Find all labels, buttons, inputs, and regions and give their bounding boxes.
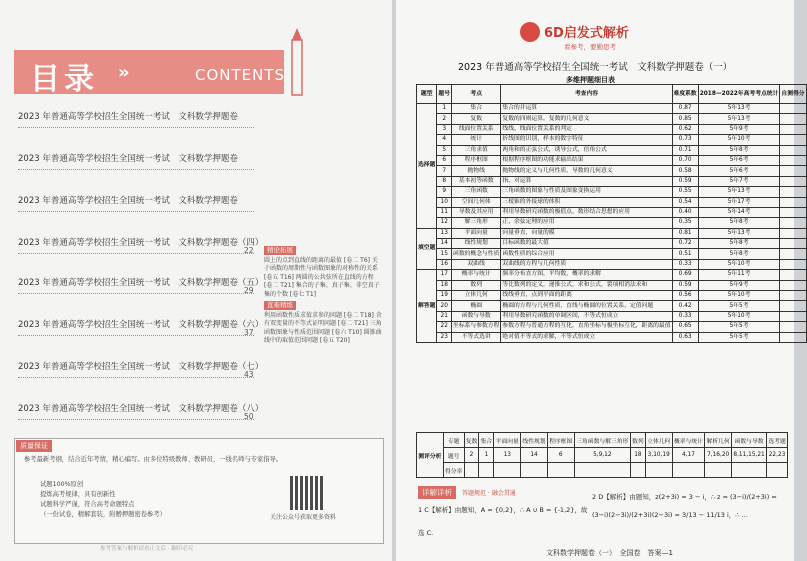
score-cell[interactable] <box>780 249 806 259</box>
stats-header-cell: 函数与导数 <box>732 433 767 448</box>
stats-value-cell: 22,23 <box>767 448 788 463</box>
stats-score-cell[interactable] <box>479 463 494 478</box>
score-cell[interactable] <box>780 187 806 197</box>
topic-table-body <box>417 104 807 343</box>
stat-cell: 5年6考 <box>698 155 780 165</box>
solution-1-end: 选 C. <box>418 529 434 537</box>
side-tag-extension: 精论拓展 <box>264 246 296 255</box>
difficulty-cell: 0.59 <box>672 176 698 186</box>
topic-cell: 解三角形 <box>452 218 501 228</box>
stats-value-cell: 5,9,12 <box>574 448 630 463</box>
stats-table <box>416 432 788 478</box>
stat-cell: 5年13考 <box>698 104 780 114</box>
stats-header-cell: 专题 <box>443 433 464 448</box>
toc-title-en: CONTENTS <box>195 66 286 84</box>
stats-header-cell: 概率与统计 <box>672 433 705 448</box>
question-number-cell: 20 <box>437 301 452 311</box>
table-row <box>417 187 807 197</box>
table-row <box>417 291 807 301</box>
stats-header-cell: 选考题 <box>767 433 788 448</box>
brand-title: 6D启发式解析 <box>544 26 629 41</box>
stats-score-cell[interactable] <box>574 463 630 478</box>
stats-header-cell: 数列 <box>630 433 645 448</box>
stats-score-label: 得分率 <box>443 463 464 478</box>
score-cell[interactable] <box>780 207 806 217</box>
stats-score-row <box>417 463 788 478</box>
solution-subtitle: 答题规范 · 融会贯通 <box>462 490 516 497</box>
difficulty-cell: 0.33 <box>672 311 698 321</box>
content-cell: 线线、线面位置关系的判定 <box>501 124 672 134</box>
stats-value-cell: 6 <box>547 448 574 463</box>
table-header-cell: 考查内容 <box>501 85 672 104</box>
table-row <box>417 332 807 342</box>
stats-value-cell: 4,17 <box>672 448 705 463</box>
toc-title: 目录 <box>30 62 98 97</box>
quality-list <box>40 480 166 520</box>
difficulty-cell: 0.85 <box>672 114 698 124</box>
score-cell[interactable] <box>780 104 806 114</box>
question-number-cell: 15 <box>437 249 452 259</box>
toc-dot-leader <box>18 418 254 420</box>
stats-score-cell[interactable] <box>494 463 521 478</box>
stats-header-cell: 立体几何 <box>645 433 672 448</box>
question-type-cell: 选择题 <box>417 104 437 229</box>
answer-page <box>396 0 805 561</box>
table-row <box>417 176 807 186</box>
stat-cell: 5年5考 <box>698 322 780 332</box>
score-cell[interactable] <box>780 218 806 228</box>
page-footer: 文科数学押题卷（一） 全国卷 答案—1 <box>546 549 673 557</box>
content-cell: 利用导数研究函数的极值点，数形结合思想的应用 <box>501 207 672 217</box>
difficulty-cell: 0.51 <box>672 249 698 259</box>
question-number-cell: 13 <box>437 228 452 238</box>
difficulty-cell: 0.59 <box>672 280 698 290</box>
stats-header-cell: 复数 <box>464 433 479 448</box>
brand-subtitle: 看参考，要勤思考 <box>564 43 616 51</box>
topic-cell: 空间几何体 <box>452 197 501 207</box>
difficulty-cell: 0.56 <box>672 291 698 301</box>
side-tag-difficult: 直难精练 <box>264 301 296 310</box>
toc-entry[interactable]: 2023 年普通高等学校招生全国统一考试 文科数学押题卷（六） <box>18 320 264 330</box>
question-number-cell: 9 <box>437 187 452 197</box>
question-number-cell: 1 <box>437 104 452 114</box>
question-number-cell: 4 <box>437 135 452 145</box>
table-row <box>417 322 807 332</box>
stat-cell: 5年14考 <box>698 207 780 217</box>
question-number-cell: 23 <box>437 332 452 342</box>
topic-cell: 函数的概念与性质 <box>452 249 501 259</box>
stats-row-label: 题号 <box>443 448 464 463</box>
difficulty-cell: 0.62 <box>672 124 698 134</box>
score-cell[interactable] <box>780 280 806 290</box>
content-cell: 两角和的正弦公式，诱导公式，倍角公式 <box>501 145 672 155</box>
table-row <box>417 124 807 134</box>
table-row <box>417 280 807 290</box>
stats-value-row <box>417 448 788 463</box>
table-caption: 多维押题细目表 <box>566 76 615 84</box>
topic-cell: 函数与导数 <box>452 311 501 321</box>
stat-cell: 5年13考 <box>698 228 780 238</box>
content-cell: 抛物线的定义与几何性质，导数的几何意义 <box>501 166 672 176</box>
content-cell: 根据程序框图的功能求输出结果 <box>501 155 672 165</box>
content-cell: 绝对值不等式的求解，不等式恒成立 <box>501 332 672 342</box>
content-cell: 向量垂直，向量的模 <box>501 228 672 238</box>
stat-cell: 5年9考 <box>698 124 780 134</box>
stat-cell: 5年5考 <box>698 301 780 311</box>
table-row <box>417 228 807 238</box>
question-number-cell: 16 <box>437 259 452 269</box>
quality-tag: 质量保证 <box>16 440 52 452</box>
table-row <box>417 311 807 321</box>
content-cell: 等比数列的定义，递推公式，求和公式，裂项相消法求和 <box>501 280 672 290</box>
toc-page <box>0 0 392 561</box>
solution-2: 2 D【解析】由题知，z(2+3i) = 3 − i，∴ z = (3−i)/(2+3i) = <box>592 493 777 501</box>
table-row <box>417 145 807 155</box>
stat-cell: 5年5考 <box>698 332 780 342</box>
topic-cell: 程序框图 <box>452 155 501 165</box>
stats-value-cell: 8,11,15,21 <box>732 448 767 463</box>
question-number-cell: 21 <box>437 311 452 321</box>
content-cell: 参数方程与普通方程的互化，直角坐标与极坐标互化，距离的最值 <box>501 322 672 332</box>
stat-cell: 5年9考 <box>698 280 780 290</box>
score-cell[interactable] <box>780 239 806 249</box>
quality-text: 参考最新考纲，结合近年考情，精心编写。由多位特级教师、教研员、一线名师与专家指导。 <box>24 456 283 463</box>
stat-cell: 5年11考 <box>698 270 780 280</box>
toc-page-number: 22 <box>244 246 254 255</box>
stat-cell: 5年10考 <box>698 135 780 145</box>
toc-entry[interactable]: 2023 年普通高等学校招生全国统一考试 文科数学押题卷（七） <box>18 362 264 372</box>
difficulty-cell: 0.35 <box>672 218 698 228</box>
difficulty-cell: 0.73 <box>672 135 698 145</box>
stats-score-cell[interactable] <box>672 463 705 478</box>
table-row <box>417 114 807 124</box>
topic-cell: 导数及其应用 <box>452 207 501 217</box>
topic-cell: 平面向量 <box>452 228 501 238</box>
stat-cell: 5年17考 <box>698 197 780 207</box>
chevron-right-icon: » <box>118 62 130 83</box>
content-cell: 椭圆的方程与几何性质，直线与椭圆的位置关系，定值问题 <box>501 301 672 311</box>
stats-score-cell[interactable] <box>767 463 788 478</box>
quality-list-item: （一份试卷，精解套装，附赠押题密卷参考） <box>40 511 166 518</box>
stats-header-cell: 三角函数与解三角形 <box>574 433 630 448</box>
stat-cell: 5年10考 <box>698 291 780 301</box>
toc-entry[interactable]: 2023 年普通高等学校招生全国统一考试 文科数学押题卷 <box>18 196 238 206</box>
topic-cell: 三角函数 <box>452 187 501 197</box>
table-header-cell: 题型 <box>417 85 437 104</box>
stats-score-cell[interactable] <box>645 463 672 478</box>
table-row <box>417 207 807 217</box>
qr-code-icon <box>290 476 324 510</box>
topic-cell: 概率与统计 <box>452 270 501 280</box>
score-cell[interactable] <box>780 322 806 332</box>
difficulty-cell: 0.42 <box>672 301 698 311</box>
stat-cell: 5年13考 <box>698 187 780 197</box>
score-cell[interactable] <box>780 301 806 311</box>
stats-value-cell: 7,16,20 <box>705 448 732 463</box>
stats-value-cell: 18 <box>630 448 645 463</box>
difficulty-cell: 0.54 <box>672 197 698 207</box>
stats-value-cell: 1 <box>479 448 494 463</box>
stats-score-cell[interactable] <box>464 463 479 478</box>
topic-cell: 不等式选讲 <box>452 332 501 342</box>
stats-header-cell: 程序框图 <box>547 433 574 448</box>
content-cell: 复数的四则运算，复数的几何意义 <box>501 114 672 124</box>
score-cell[interactable] <box>780 311 806 321</box>
difficulty-cell: 0.63 <box>672 332 698 342</box>
toc-dot-leader <box>18 252 254 254</box>
table-header-cell: 自测得分 <box>780 85 806 104</box>
table-row <box>417 104 807 114</box>
question-number-cell: 14 <box>437 239 452 249</box>
stats-score-cell[interactable] <box>630 463 645 478</box>
stat-cell: 5年10考 <box>698 311 780 321</box>
topic-cell: 线面位置关系 <box>452 124 501 134</box>
score-cell[interactable] <box>780 228 806 238</box>
difficulty-cell: 0.70 <box>672 155 698 165</box>
content-cell: 三棱锥的外接球的体积 <box>501 197 672 207</box>
table-row <box>417 301 807 311</box>
score-cell[interactable] <box>780 197 806 207</box>
content-cell: 线线垂直，点到平面的距离 <box>501 291 672 301</box>
stats-score-cell[interactable] <box>521 463 548 478</box>
topic-cell: 三角求值 <box>452 145 501 155</box>
toc-dot-leader <box>18 376 254 378</box>
topic-cell: 数列 <box>452 280 501 290</box>
side-text-extension: 圆上的点到直线的距离的最值 [卷二 T6] 关于函数的周期性与函数图象的对称性的关系 [卷五 T16] 两圆的公共弦所在直线的方程 [卷二 T21] 集合的子集、真子集、非空真子集的个数 [卷七 T1] <box>264 256 380 298</box>
side-notes <box>264 244 382 346</box>
question-number-cell: 18 <box>437 280 452 290</box>
toc-dot-leader <box>18 168 254 170</box>
content-cell: 频率分布直方图，平均数，概率的求解 <box>501 270 672 280</box>
question-type-cell: 解答题 <box>417 270 437 343</box>
question-number-cell: 22 <box>437 322 452 332</box>
stat-cell: 5年13考 <box>698 114 780 124</box>
stats-header-cell: 线性规划 <box>521 433 548 448</box>
question-number-cell: 10 <box>437 197 452 207</box>
difficulty-cell: 0.69 <box>672 270 698 280</box>
stat-cell: 5年7考 <box>698 176 780 186</box>
stats-value-cell: 13 <box>494 448 521 463</box>
topic-cell: 线性规划 <box>452 239 501 249</box>
topic-cell: 坐标系与参数方程 <box>452 322 501 332</box>
content-cell: 目标函数的最大值 <box>501 239 672 249</box>
stat-cell: 5年10考 <box>698 259 780 269</box>
toc-page-number: 43 <box>244 370 254 379</box>
score-cell[interactable] <box>780 259 806 269</box>
solution-1: 1 C【解析】由题知，A = {0,2}，∴ A ∪ B = {-1,2}，故 <box>418 506 588 514</box>
side-text-difficult: 利用函数性质求值求参的问题 [卷二 T18] 含有双变量的不等式证明问题 [卷二 T21] 三角函数图象与性质范围问题 [卷六 T10] 圆锥曲线中的取值范围问题 [卷五 T20] <box>264 311 382 344</box>
pencil-icon <box>290 28 304 98</box>
table-header-cell: 题号 <box>437 85 452 104</box>
content-cell: 三角函数的图象与性质及图象变换运用 <box>501 187 672 197</box>
stats-header-cell: 集合 <box>479 433 494 448</box>
score-cell[interactable] <box>780 145 806 155</box>
toc-entry[interactable]: 2023 年普通高等学校招生全国统一考试 文科数学押题卷（八） <box>18 404 264 414</box>
score-cell[interactable] <box>780 166 806 176</box>
stat-cell: 5年8考 <box>698 249 780 259</box>
question-number-cell: 3 <box>437 124 452 134</box>
table-header-row <box>417 85 807 104</box>
solution-2-cont: (3−i)(2−3i)/(2+3i)(2−3i) = 3/13 − 11/13 i，∴ … <box>592 511 748 519</box>
toc-page-number: 37 <box>244 328 254 337</box>
topic-cell: 基本初等函数 <box>452 176 501 186</box>
content-cell: 折线图的识别，样本的数字特征 <box>501 135 672 145</box>
table-row <box>417 166 807 176</box>
toc-dot-leader <box>18 126 254 128</box>
content-cell: 指、对运算 <box>501 176 672 186</box>
table-row <box>417 135 807 145</box>
table-row <box>417 239 807 249</box>
stats-score-cell[interactable] <box>732 463 767 478</box>
stat-cell: 5年8考 <box>698 218 780 228</box>
difficulty-cell: 0.87 <box>672 104 698 114</box>
stat-cell: 5年6考 <box>698 166 780 176</box>
content-cell: 集合的并运算 <box>501 104 672 114</box>
toc-page-number: 50 <box>244 412 254 421</box>
solution-tag: 详解详析 <box>418 486 456 499</box>
score-cell[interactable] <box>780 155 806 165</box>
stats-value-cell: 14 <box>521 448 548 463</box>
stats-score-cell[interactable] <box>547 463 574 478</box>
stats-score-cell[interactable] <box>705 463 732 478</box>
topic-cell: 抛物线 <box>452 166 501 176</box>
topic-cell: 立体几何 <box>452 291 501 301</box>
table-header-cell: 考点 <box>452 85 501 104</box>
toc-dot-leader <box>18 292 254 294</box>
question-number-cell: 2 <box>437 114 452 124</box>
content-cell: 利用导数研究函数的单调区间，不等式恒成立 <box>501 311 672 321</box>
difficulty-cell: 0.72 <box>672 239 698 249</box>
difficulty-cell: 0.40 <box>672 207 698 217</box>
score-cell[interactable] <box>780 124 806 134</box>
stat-cell: 5年8考 <box>698 239 780 249</box>
toc-entry[interactable]: 2023 年普通高等学校招生全国统一考试 文科数学押题卷（四） <box>18 238 264 248</box>
table-header-cell: 2018—2022年高考考点统计 <box>698 85 780 104</box>
target-icon <box>520 22 540 42</box>
score-cell[interactable] <box>780 332 806 342</box>
toc-entry[interactable]: 2023 年普通高等学校招生全国统一考试 文科数学押题卷 <box>18 112 238 122</box>
topic-table <box>416 84 807 343</box>
score-cell[interactable] <box>780 270 806 280</box>
score-cell[interactable] <box>780 135 806 145</box>
table-header-cell: 难度系数 <box>672 85 698 104</box>
qr-label: 关注公众号获取更多资料 <box>270 514 337 521</box>
question-number-cell: 8 <box>437 176 452 186</box>
quality-list-item: 试题科学严谨，符合高考命题特点 <box>40 501 135 508</box>
question-number-cell: 7 <box>437 166 452 176</box>
question-number-cell: 17 <box>437 270 452 280</box>
topic-cell: 椭圆 <box>452 301 501 311</box>
question-number-cell: 11 <box>437 207 452 217</box>
difficulty-cell: 0.55 <box>672 187 698 197</box>
score-cell[interactable] <box>780 291 806 301</box>
stats-header-cell: 解析几何 <box>705 433 732 448</box>
topic-cell: 双曲线 <box>452 259 501 269</box>
table-row <box>417 249 807 259</box>
question-number-cell: 6 <box>437 155 452 165</box>
table-row <box>417 270 807 280</box>
left-footnote: 参考答案与解析请看正文后 · 翻印必究 <box>100 546 194 552</box>
quality-list-item: 提炼高考规律，具有创新性 <box>40 491 116 498</box>
stats-header-cell: 平面向量 <box>494 433 521 448</box>
stats-label: 测评分析 <box>417 433 444 478</box>
topic-cell: 复数 <box>452 114 501 124</box>
toc-entry[interactable]: 2023 年普通高等学校招生全国统一考试 文科数学押题卷 <box>18 154 238 164</box>
difficulty-cell: 0.58 <box>672 166 698 176</box>
difficulty-cell: 0.33 <box>672 259 698 269</box>
score-cell[interactable] <box>780 114 806 124</box>
question-type-cell: 填空题 <box>417 228 437 270</box>
topic-cell: 统计 <box>452 135 501 145</box>
table-row <box>417 259 807 269</box>
difficulty-cell: 0.81 <box>672 228 698 238</box>
question-number-cell: 5 <box>437 145 452 155</box>
score-cell[interactable] <box>780 176 806 186</box>
stats-value-cell: 2 <box>464 448 479 463</box>
table-row <box>417 197 807 207</box>
toc-dot-leader <box>18 334 254 336</box>
quality-list-item: 试题100%原创 <box>40 481 84 488</box>
stats-header-row <box>417 433 788 448</box>
content-cell: 双曲线的方程与几何性质 <box>501 259 672 269</box>
difficulty-cell: 0.65 <box>672 322 698 332</box>
toc-dot-leader <box>18 210 254 212</box>
paper-title: 2023 年普通高等学校招生全国统一考试 文科数学押题卷（一） <box>458 62 733 73</box>
question-number-cell: 12 <box>437 218 452 228</box>
stat-cell: 5年8考 <box>698 145 780 155</box>
table-row <box>417 218 807 228</box>
content-cell: 正、余弦定理的应用 <box>501 218 672 228</box>
toc-entry[interactable]: 2023 年普通高等学校招生全国统一考试 文科数学押题卷（五） <box>18 278 264 288</box>
question-number-cell: 19 <box>437 291 452 301</box>
stats-value-cell: 3,10,19 <box>645 448 672 463</box>
table-row <box>417 155 807 165</box>
difficulty-cell: 0.71 <box>672 145 698 155</box>
content-cell: 函数性质的综合应用 <box>501 249 672 259</box>
toc-page-number: 29 <box>244 286 254 295</box>
topic-cell: 集合 <box>452 104 501 114</box>
